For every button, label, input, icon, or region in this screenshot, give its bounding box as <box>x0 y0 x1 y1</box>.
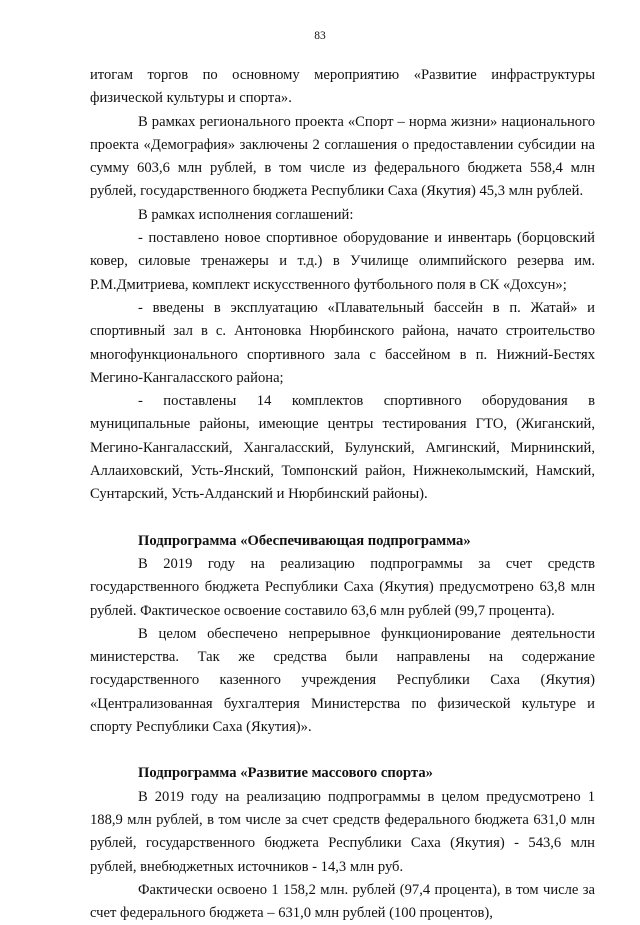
paragraph-mass-sport-budget: В 2019 году на реализацию подпрограммы в целом предусмотрено 1 188,9 млн рублей, в том числе за счет средств федерального бюджета 631,0 млн рублей, государственного бюджета Республики Саха (Якутия) - 543,6 млн рублей, внебюджетных источников - 14,3 млн руб. <box>90 788 595 875</box>
paragraph-mass-sport-actual: Фактически освоено 1 158,2 млн. рублей (97,4 процента), в том числе за счет федерального бюджета – 631,0 млн рублей (100 процентов), <box>90 881 595 922</box>
section-spacer <box>90 507 595 530</box>
paragraph-agreements-intro: В рамках исполнения соглашений: <box>138 206 354 223</box>
page-number: 83 <box>314 30 326 42</box>
list-item-equipment: - поставлено новое спортивное оборудование и инвентарь (борцовский ковер, силовые тренажеры и т.д.) в Училище олимпийского резерва им. Р.М.Дмитриева, комплект искусственного футбольного поля в СК «Дохсун»; <box>90 230 595 293</box>
section-spacer <box>90 739 595 762</box>
document-body <box>90 64 595 925</box>
paragraph-support-budget: В 2019 году на реализацию подпрограммы за счет средств государственного бюджета Республики Саха (Якутия) предусмотрено 63,8 млн рублей. Фактическое освоение составило 63,6 млн рублей (99,7 процента). <box>90 555 595 619</box>
paragraph-infrastructure-tail: итогам торгов по основному мероприятию «Развитие инфраструктуры физической культуры и спорта». <box>90 67 595 107</box>
list-item-pool: - введены в эксплуатацию «Плавательный бассейн в п. Жатай» и спортивный зал в с. Антоновка Нюрбинского района, начато строительство многофункционального спортивного зала с бассейном в п. Нижний-Бестях Мегино-Кангаласского района; <box>90 299 595 386</box>
paragraph-support-operations: В целом обеспечено непрерывное функционирование деятельности министерства. Так же средства были направлены на содержание государственного казенного учреждения Республики Саха (Якутия) «Централизованная бухгалтерия Министерства по физической культуре и спорту Республики Саха (Якутия)». <box>90 625 595 736</box>
list-item-gto-sets: - поставлены 14 комплектов спортивного оборудования в муниципальные районы, имеющие центры тестирования ГТО, (Жиганский, Мегино-Кангаласский, Хангаласский, Булунский, Амгинский, Мирнинский, Аллаиховский, Усть-Янский, Томпонский район, Нижнеколымский, Намский, Сунтарский, Усть-Алданский и Нюрбинский районы). <box>90 393 595 503</box>
paragraph-sport-project: В рамках регионального проекта «Спорт – норма жизни» национального проекта «Демография» заключены 2 соглашения о предоставлении субсидии на сумму 603,6 млн рублей, в том числе из федерального бюджета 558,4 млн рублей, государственного бюджета Республики Саха (Якутия) 45,3 млн рублей. <box>90 113 595 200</box>
section-heading-mass-sport: Подпрограмма «Развитие массового спорта» <box>138 765 433 782</box>
section-heading-support-subprogram: Подпрограмма «Обеспечивающая подпрограмма» <box>138 532 471 549</box>
